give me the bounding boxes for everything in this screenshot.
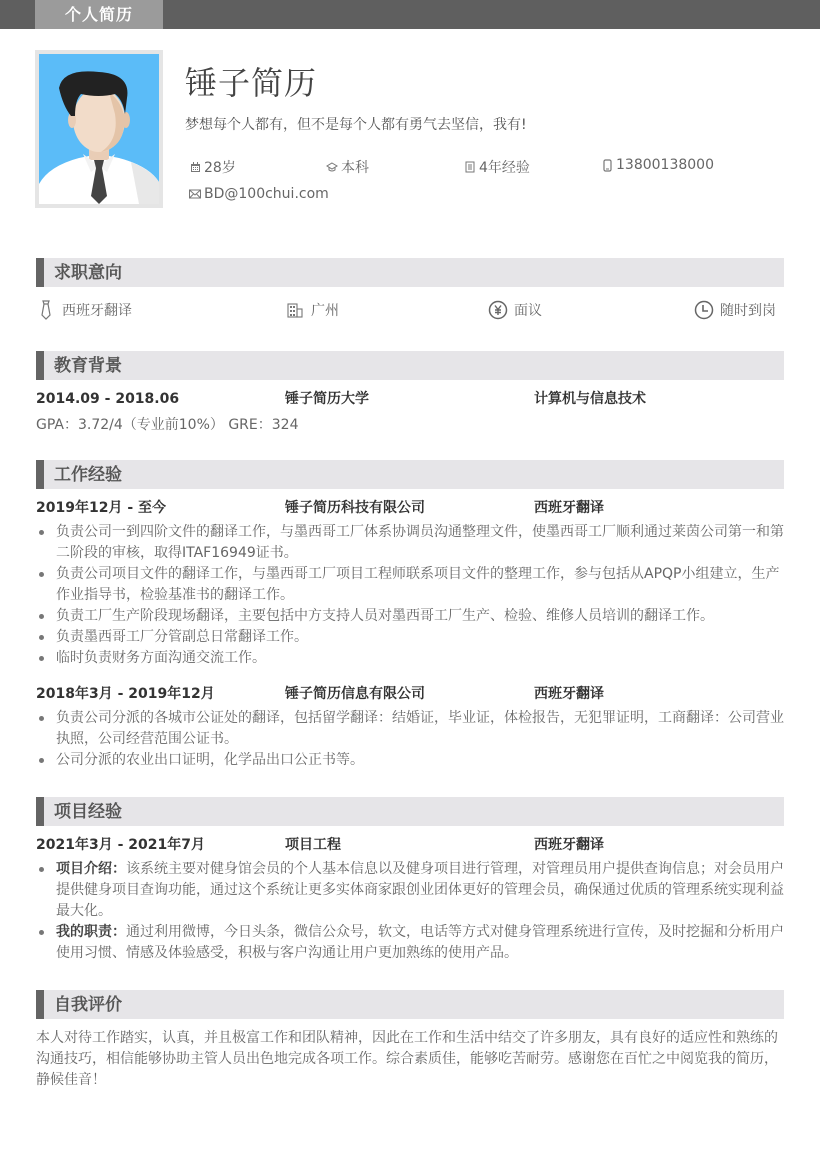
age-value: 28岁 (204, 160, 236, 176)
candidate-name: 锤子简历 (185, 64, 318, 102)
building-icon (285, 300, 305, 320)
clock-icon (694, 300, 714, 320)
section-accent-bar (36, 460, 44, 489)
section-project (36, 797, 784, 826)
calendar-icon (188, 160, 202, 174)
item-label: 项目介绍： (56, 861, 126, 877)
work-duties-1 (36, 522, 784, 669)
list-item: 负责公司一到四阶文件的翻译工作，与墨西哥工厂体系协调员沟通整理文件，使墨西哥工厂顺利通过莱茵公司第一和第二阶段的审核，取得ITAF16949证书。 (36, 522, 784, 564)
info-phone (600, 157, 714, 173)
degree-value: 本科 (341, 160, 369, 176)
avatar-image (39, 54, 159, 204)
list-item (36, 922, 784, 964)
list-item: 负责公司分派的各城市公证处的翻译，包括留学翻译：结婚证，毕业证，体检报告，无犯罪证明，工商翻译：公司营业执照，公司经营范围公证书。 (36, 708, 784, 750)
work-period: 2018年3月 - 2019年12月 (36, 686, 215, 702)
list-item: 公司分派的农业出口证明，化学品出口公正书等。 (36, 750, 784, 771)
section-accent-bar (36, 351, 44, 380)
yen-circle-icon (488, 300, 508, 320)
section-job-intent (36, 258, 784, 287)
self-evaluation-text: 本人对待工作踏实，认真，并且极富工作和团队精神，因此在工作和生活中结交了许多朋友，具有良好的适应性和熟练的沟通技巧，相信能够协助主管人员出色地完成各项工作。综合素质佳，能够吃苦耐劳。感谢您在百忙之中阅览我的简历，静候佳音！ (36, 1030, 778, 1088)
graduation-cap-icon (325, 160, 339, 174)
item-text: 通过利用微博，今日头条，微信公众号，软文，电话等方式对健身管理系统进行宣传，及时挖掘和分析用户使用习惯、情感及体验感受，积极与客户沟通让用户更加熟练的使用产品。 (56, 924, 784, 961)
tie-icon (36, 300, 56, 320)
item-text: 该系统主要对健身馆会员的个人基本信息以及健身项目进行管理，对管理员用户提供查询信息；对会员用户提供健身项目查询功能，通过这个系统让更多实体商家跟创业团体更好的管理会员，确保通过优质的管理系统实现利益最大化。 (56, 861, 784, 919)
resume-tab: 个人简历 (35, 0, 163, 29)
work-row-1 (36, 498, 784, 518)
work-row-2 (36, 684, 784, 704)
top-bar (0, 0, 820, 29)
phone-value: 13800138000 (616, 157, 714, 173)
envelope-icon (188, 187, 202, 201)
education-row (36, 389, 784, 409)
email-value: BD@100chui.com (204, 186, 329, 202)
section-self-evaluation (36, 990, 784, 1019)
intent-availability (694, 300, 776, 320)
person-illustration-icon (39, 54, 159, 204)
intent-city (285, 300, 339, 320)
intent-city-value: 广州 (311, 303, 339, 319)
work-company: 锤子简历信息有限公司 (285, 686, 425, 702)
project-items (36, 859, 784, 964)
item-label: 我的职责： (56, 924, 126, 940)
avatar (35, 50, 163, 208)
intent-salary-value: 面议 (514, 303, 542, 319)
document-icon (463, 160, 477, 174)
list-item: 负责墨西哥工厂分管副总日常翻译工作。 (36, 627, 784, 648)
education-major: 计算机与信息技术 (534, 391, 646, 407)
motto: 梦想每个人都有，但不是每个人都有勇气去坚信，我有! (185, 117, 527, 133)
list-item: 负责工厂生产阶段现场翻译，主要包括中方支持人员对墨西哥工厂生产、检验、维修人员培训的翻译工作。 (36, 606, 784, 627)
section-title: 求职意向 (54, 263, 122, 283)
info-experience (463, 157, 530, 177)
section-title: 工作经验 (54, 465, 122, 485)
intent-availability-value: 随时到岗 (720, 303, 776, 319)
list-item (36, 859, 784, 922)
intent-position (36, 300, 132, 320)
list-item: 负责公司项目文件的翻译工作，与墨西哥工厂项目工程师联系项目文件的整理工作，参与包括从APQP小组建立，生产作业指导书，检验基准书的翻译工作。 (36, 564, 784, 606)
section-accent-bar (36, 797, 44, 826)
section-title: 教育背景 (54, 356, 122, 376)
section-accent-bar (36, 258, 44, 287)
intent-position-value: 西班牙翻译 (62, 303, 132, 319)
section-title: 自我评价 (54, 995, 122, 1015)
education-period: 2014.09 - 2018.06 (36, 391, 180, 407)
info-email (188, 186, 329, 202)
work-role: 西班牙翻译 (534, 686, 604, 702)
project-row (36, 835, 784, 855)
project-role: 西班牙翻译 (534, 837, 604, 853)
work-role: 西班牙翻译 (534, 500, 604, 516)
section-accent-bar (36, 990, 44, 1019)
section-title: 项目经验 (54, 802, 122, 822)
info-age (188, 157, 236, 177)
education-school: 锤子简历大学 (285, 391, 369, 407)
intent-salary (488, 300, 542, 320)
experience-value: 4年经验 (479, 160, 530, 176)
project-name: 项目工程 (285, 837, 341, 853)
work-period: 2019年12月 - 至今 (36, 500, 167, 516)
work-company: 锤子简历科技有限公司 (285, 500, 425, 516)
section-work (36, 460, 784, 489)
work-duties-2 (36, 708, 784, 771)
education-details: GPA：3.72/4（专业前10%） GRE：324 (36, 417, 299, 433)
list-item: 临时负责财务方面沟通交流工作。 (36, 648, 784, 669)
project-period: 2021年3月 - 2021年7月 (36, 837, 205, 853)
info-degree (325, 157, 369, 177)
section-education (36, 351, 784, 380)
mobile-phone-icon (600, 158, 614, 172)
